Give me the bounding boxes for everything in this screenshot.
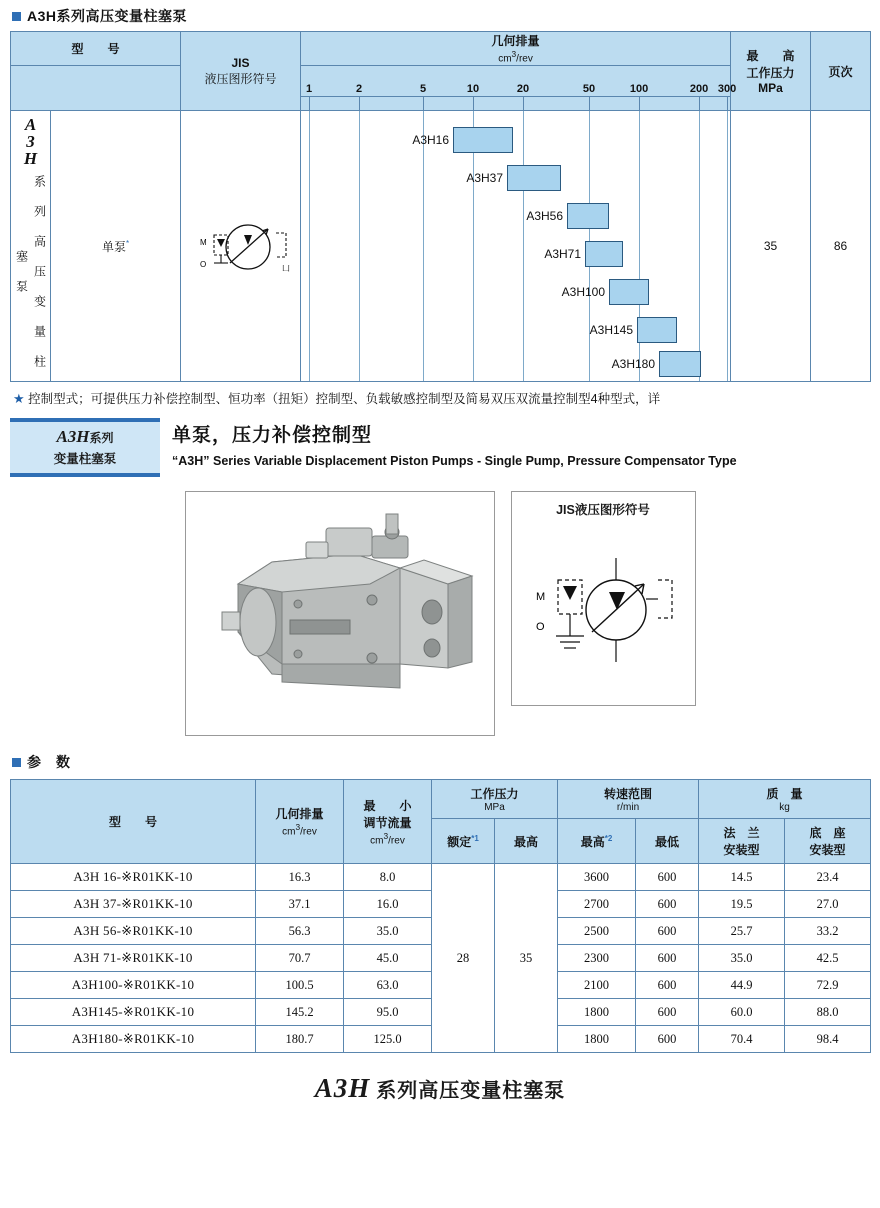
ph-flange-l1: 法 兰 [723,826,760,840]
header-jis [181,32,301,111]
cell-min-flow: 45.0 [344,945,432,972]
header-model: 型 号 [11,32,181,66]
pump-illustration-icon [186,492,494,735]
cell-mass-flange: 60.0 [699,999,785,1026]
cell-mass-flange: 35.0 [699,945,785,972]
header-max-pressure-unit: MPa [758,81,783,95]
cell-mass-base: 33.2 [785,918,871,945]
bar-a3h145 [637,317,677,343]
bar-label-a3h16: A3H16 [412,133,450,147]
footer-text: 系列高压变量柱塞泵 [376,1080,566,1102]
series-vertical-label: 系 列 高 压 变 量 柱 塞 泵 [14,174,47,369]
a3h-logo-suffix: 系列 [89,431,114,445]
ph-speed-max-label: 最高 [580,834,605,849]
scale-label-20: 20 [516,83,530,95]
ph-work-pressure-label: 工作压力 [470,787,519,801]
svg-text:凵: 凵 [281,263,290,273]
header-model-spacer [11,66,181,111]
jis-hydraulic-symbol-large-icon [512,518,695,693]
scale-label-50: 50 [582,83,596,95]
cell-speed-min: 600 [636,1026,699,1053]
top-section-heading [10,0,870,31]
bar-a3h71 [585,241,623,267]
bar-a3h100 [609,279,649,305]
bar-a3h37 [507,165,561,191]
overview-body-row [11,111,871,382]
cell-speed-max: 2700 [558,891,636,918]
cell-mass-base: 72.9 [785,972,871,999]
displacement-chart-cell [301,111,731,382]
header-displacement-unit: $cm^3$/rev [498,49,533,65]
params-section-heading [10,746,870,777]
a3h-logo-sub: 变量柱塞泵 [53,452,117,466]
ph-min-flow-unit: $cm^3$/rev [370,830,405,847]
ph-flange-l2: 安装型 [723,843,760,857]
header-page: 页次 [811,32,871,111]
pump-type-label: 单泵 [101,239,126,254]
svg-text:M: M [199,237,207,247]
parameters-table [10,779,871,1053]
svg-text:M: M [535,591,545,603]
bar-label-a3h56: A3H56 [526,209,564,223]
a3h-series-logo-box [10,418,160,477]
cell-min-flow: 8.0 [344,864,432,891]
header-max-pressure [731,32,811,111]
displacement-chart [301,111,730,381]
header-jis-sub: 液压图形符号 [204,71,277,86]
ph-min-flow-l2: 调节流量 [363,815,412,830]
ph-min-flow-l1: 最 小 [363,798,412,813]
overview-header-row [11,32,871,66]
bar-a3h180 [659,351,701,377]
cell-rated-pressure: 28 [432,864,495,1053]
cell-speed-max: 1800 [558,999,636,1026]
cell-model: A3H180-※R01KK-10 [11,1026,256,1053]
cell-mass-base: 88.0 [785,999,871,1026]
cell-speed-max: 1800 [558,1026,636,1053]
ph-speed-max-sup: *2 [604,833,613,843]
cell-speed-min: 600 [636,918,699,945]
ph-base-l2: 安装型 [809,843,846,857]
cell-displacement: 70.7 [256,945,344,972]
bar-label-a3h145: A3H145 [589,323,634,337]
bar-label-a3h37: A3H37 [466,171,504,185]
ph-displacement-unit: $cm^3$/rev [282,822,317,838]
a3h-logo-vertical: A 3 H [23,114,38,168]
cell-model: A3H 56-※R01KK-10 [11,918,256,945]
scale-label-5: 5 [419,83,427,95]
cell-model: A3H145-※R01KK-10 [11,999,256,1026]
title-band [10,418,870,477]
pump-type-mark: * [125,238,130,248]
cell-model: A3H 16-※R01KK-10 [11,864,256,891]
bar-label-a3h180: A3H180 [611,357,656,371]
cell-speed-min: 600 [636,864,699,891]
cell-speed-max: 2100 [558,972,636,999]
cell-model: A3H 71-※R01KK-10 [11,945,256,972]
cell-min-flow: 125.0 [344,1026,432,1053]
scale-label-300: 300 [717,83,737,95]
cell-mass-base: 98.4 [785,1026,871,1053]
cell-speed-min: 600 [636,972,699,999]
ph-mass-unit: kg [779,802,790,813]
page-value: 86 [811,111,871,382]
cell-speed-min: 600 [636,891,699,918]
cell-min-flow: 63.0 [344,972,432,999]
footer-logo: A3H [314,1073,371,1103]
pump-type-cell [51,111,181,382]
cell-mass-base: 42.5 [785,945,871,972]
cell-displacement: 145.2 [256,999,344,1026]
ph-speed-label: 转速范围 [604,787,653,801]
jis-symbol-box [511,491,696,706]
cell-mass-base: 27.0 [785,891,871,918]
blue-square-icon-2 [12,758,21,767]
a3h-logo-text [10,427,160,447]
cell-displacement: 56.3 [256,918,344,945]
ph-displacement [256,780,344,864]
cell-speed-max: 2500 [558,918,636,945]
scale-label-100: 100 [629,83,649,95]
jis-hydraulic-symbol-icon [186,205,296,285]
cell-mass-flange: 14.5 [699,864,785,891]
cell-mass-base: 23.4 [785,864,871,891]
control-type-note [10,382,870,416]
ph-flange [699,819,785,864]
params-section-heading-label: 参 数 [27,754,71,770]
ph-speed-unit: r/min [616,802,640,813]
header-displacement-label: 几何排量 [491,34,540,49]
ph-displacement-label: 几何排量 [275,807,324,822]
ph-model: 型 号 [11,780,256,864]
scale-label-2: 2 [355,83,363,95]
cell-min-flow: 16.0 [344,891,432,918]
scale-label-1: 1 [305,83,313,95]
cell-displacement: 180.7 [256,1026,344,1053]
top-section-heading-label: A3H系列高压变量柱塞泵 [27,8,188,24]
cell-model: A3H100-※R01KK-10 [11,972,256,999]
ph-rated-label: 额定 [447,834,472,849]
media-row [10,491,870,736]
scale-band [301,66,737,110]
ph-work-pressure [432,780,558,819]
section-title-en: “A3H” Series Variable Displacement Piston Pumps - Single Pump, Pressure Compensator Type [172,454,737,468]
jis-box-title: JIS液压图形符号 [556,503,650,517]
scale-label-200: 200 [689,83,709,95]
ph-speed [558,780,699,819]
ph-work-pressure-unit: MPa [484,802,505,813]
bar-label-a3h100: A3H100 [561,285,606,299]
cell-max-pressure: 35 [495,864,558,1053]
cell-min-flow: 95.0 [344,999,432,1026]
cell-speed-max: 3600 [558,864,636,891]
displacement-scale [301,66,737,111]
ph-mass-label: 质 量 [766,787,803,801]
series-vertical-label-cell [11,111,51,382]
overview-table [10,31,871,382]
max-pressure-value: 35 [731,111,811,382]
scale-label-10: 10 [466,83,480,95]
star-icon: ★ [13,391,25,406]
ph-base-l1: 底 座 [809,826,846,840]
jis-symbol-cell [181,111,301,382]
cell-displacement: 37.1 [256,891,344,918]
params-header-row-1 [11,780,871,819]
svg-text:O: O [199,259,206,269]
cell-speed-max: 2300 [558,945,636,972]
header-jis-label: JIS [231,55,250,70]
bar-label-a3h71: A3H71 [544,247,582,261]
page-footer [10,1073,870,1104]
header-max-pressure-l2: 工作压力 [746,66,795,80]
header-max-pressure-l1: 最 高 [746,49,795,63]
section-title-text [172,418,737,470]
ph-base [785,819,871,864]
cell-displacement: 100.5 [256,972,344,999]
section-title-cn: 单泵，压力补偿控制型 [172,425,373,446]
ph-mass [699,780,871,819]
cell-model: A3H 37-※R01KK-10 [11,891,256,918]
header-displacement [301,32,731,66]
table-row [11,864,871,891]
cell-mass-flange: 19.5 [699,891,785,918]
ph-speed-min: 最低 [636,819,699,864]
ph-max: 最高 [495,819,558,864]
ph-min-flow [344,780,432,864]
ph-speed-max [558,819,636,864]
cell-mass-flange: 44.9 [699,972,785,999]
svg-text:O: O [535,621,545,633]
control-type-note-text: 控制型式；可提供压力补偿控制型、恒功率（扭矩）控制型、负载敏感控制型及简易双压双流量控制型4种型式，详 [28,392,661,406]
bar-a3h16 [453,127,513,153]
cell-speed-min: 600 [636,945,699,972]
cell-displacement: 16.3 [256,864,344,891]
cell-mass-flange: 70.4 [699,1026,785,1053]
a3h-logo-main: A3H [56,427,90,446]
piston-pump-photo [185,491,495,736]
bar-a3h56 [567,203,609,229]
cell-speed-min: 600 [636,999,699,1026]
ph-rated-sup: *1 [471,833,479,843]
cell-min-flow: 35.0 [344,918,432,945]
blue-square-icon [12,12,21,21]
cell-mass-flange: 25.7 [699,918,785,945]
ph-rated [432,819,495,864]
scale-axis-line [301,96,730,97]
